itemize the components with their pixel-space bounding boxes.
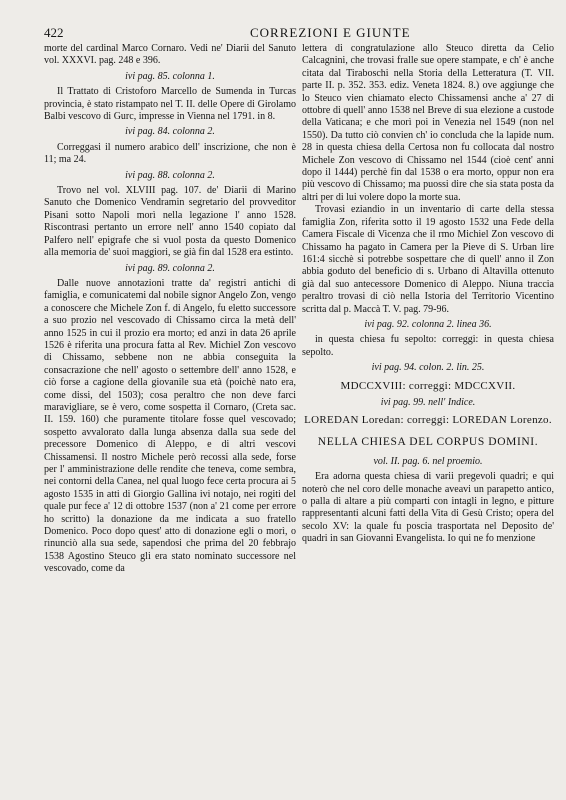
correction-line: LOREDAN Loredan: correggi: LOREDAN Lorenzo. [304,414,552,427]
correction-reference: ivi pag. 88. colonna 2. [125,169,215,181]
correction-line: MDCCXVIII: correggi: MDCCXVII. [340,379,516,392]
paragraph: lettera di congratulazione allo Steuco diretta da Celio Calcagnini, che trovasi fralle sue opere stampate, e ch' è anche citata dal Tiraboschi nella Storia della Letteratura (T. VII. parte II. p. 352. 353. ediz. Veneta 1824. 8.) ove aggiunge che lo Steuco vien chiamato electo Chissamensi anche a' 27 di ottobre di quell' anno 1538 nel Breve di sua elezione a custode della Vaticana; e che morì poi in Venezia nel 1549 (non nel 1550). Da tutto ciò convien ch' io concluda che la lapide num. 28 in questa chiesa della Certosa non fu collocata dal nostro Michele Zon vescovo di Chissamo nel 1544 (cioè cent' anni dopo il 1444) perchè fin dal 1538 o era morto, oppur non era più vescovo di Chissamo; ma puossi dire che sia stata posta da altri per di lui volere dopo la morte sua. [302,43,554,203]
paragraph: Era adorna questa chiesa di varii pregevoli quadri; e qui noterò che nel coro delle monache aveavi un parapetto antico, o palla di altare a più comparti con intagli in legno, e pitture rappresentanti alcuni fatti della Vita di Gesù Cristo; opera del secolo XV: la quale fu poscia trasportata nel Deposito de' quadri in san Giovanni Evangelista. Io qui ne fo menzione [302,471,554,545]
right-column [302,43,554,546]
correction-reference: vol. II. pag. 6. nel proemio. [373,455,483,467]
paragraph: Trovasi eziandio in un inventario di carte della stessa famiglia Zon, riferita sotto il 19 agosto 1532 una Fede della Camera Fiscale di Vicenza che il rmo Michiel Zon vescovo di Chissamo ha pagato in Camera per la Pieve di S. Urban lire 161:4 sicchè si potrebbe sospettare che di quell' anno il Zon abbia goduto del beneficio di s. Urbano di Altavilla ottenuto già dal suo antecessore Domenico di Aleppo. Niuna traccia peraltro trovasi di ciò nella Istoria del Territorio Vicentino scritta dal p. Maccà T. V. pag. 79-96. [302,204,554,315]
paragraph: in questa chiesa fu sepolto: correggi: in questa chiesa sepolto. [302,334,554,358]
correction-reference: ivi pag. 84. colonna 2. [125,126,215,138]
left-column [44,43,296,576]
correction-reference: ivi pag. 99. nell' Indice. [380,396,476,408]
paragraph: Correggasi il numero arabico dell' inscrizione, che non è 11; ma 24. [44,141,296,166]
page-number: 422 [44,25,64,40]
running-header [0,25,566,41]
paragraph: Dalle nuove annotazioni tratte da' registri antichi di famiglia, e comunicatemi dal nobile signor Angelo Zon, vengo a conoscere che Michele Zon f. di Angelo, fu eletto successore a suo prozio nel vescovado di Chissamo circa la metà dell' anno 1525 in cui il prozio era morto; ed anzi in data 26 aprile 1526 è riferita una procura fatta al Rev. Michiel Zon vescovo di Chissamo, sebbene non ne abbia conseguita la consacrazione che nell' agosto o settembre dell' anno 1528, e ciò forse a cagione della giovanile sua età (poichè nato era, come dissi, del 1503); cosa peraltro che non deve farci maravigliare, se è vero, come sospetta il Cornaro, (Creta sac. II. 159. 160) che puramente titolare fosse quel vescovado; sospetto avvalorato dalla lunga absenza dalla sua sede del precessore Domenico di Aleppo, e di altri vescovi Chissamensi. Il nostro Michele però recossi alla sede, forse per l' amministrazione delle rendite che teneva, come sembra, nei contorni della Canea, nel qual luogo fece certa procura ai 5 agosto 1535 in atti di Giorgio Gallina ivi notajo, nei rogiti del quale pur fece a' 12 di ottobre 1537 (non a' 21 come per errore ho scritto) la donazione da me indicata a suo fratello Domenico. Poco dopo quest' atto di donazione egli o morì, o rinunciò alla sua sede, sapendosi che prima del 20 febbrajo 1538 Agostino Steuco gli era stato nominato successore nel vescovado, come da [44,277,296,575]
correction-reference: ivi pag. 92. colonna 2. linea 36. [364,318,492,330]
correction-reference: ivi pag. 94. colon. 2. lin. 25. [371,362,485,374]
section-heading: NELLA CHIESA DEL CORPUS DOMINI. [317,435,539,448]
paragraph: morte del cardinal Marco Cornaro. Vedi ne' Diarii del Sanuto vol. XXXVI. pag. 248 e 396. [44,43,296,67]
paragraph: Il Trattato di Cristoforo Marcello de Sumenda in Turcas provincia, è stato ristampato nel T. II. delle Opere di Girolamo Balbi vescovo di Gurc, impresse in Vienna nel 1791. in 8. [44,86,296,123]
correction-reference: ivi pag. 85. colonna 1. [125,70,215,82]
running-title: CORREZIONI E GIUNTE [250,25,411,40]
correction-reference: ivi pag. 89. colonna 2. [125,262,215,274]
paragraph: Trovo nel vol. XLVIII pag. 107. de' Diarii di Marino Sanuto che Domenico Vendramin segretario del provveditor Pisani sotto Napoli morì nella legazione l' anno 1528. Riscontrasi pertanto un errore nell' anno 1540 copiato dal Palfero nell' epigrafe che si vuol posta da questo Domenico alla memoria de' suoi maggiori, se già fin dal 1528 era estinto. [44,185,296,259]
